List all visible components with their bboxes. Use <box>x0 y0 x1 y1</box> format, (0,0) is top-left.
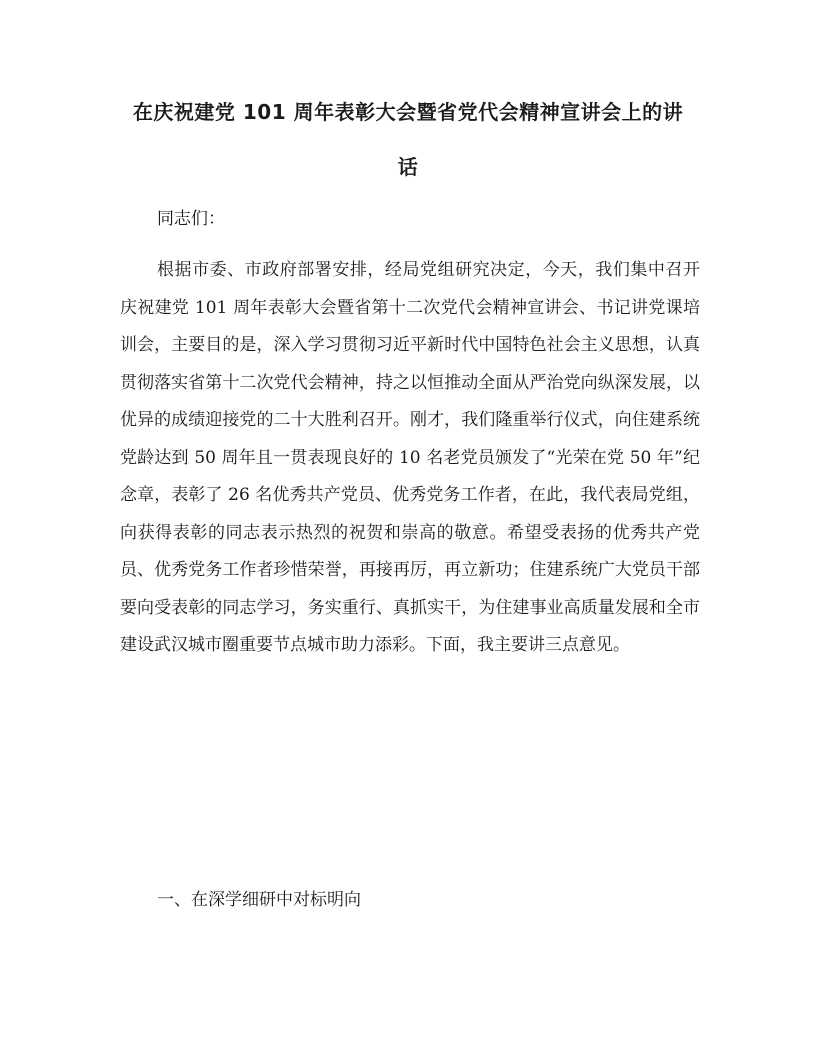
document-title-line-1: 在庆祝建党 101 周年表彰大会暨省党代会精神宣讲会上的讲 <box>132 100 684 124</box>
document-title-line-2: 话 <box>397 155 419 179</box>
greeting: 同志们： <box>157 209 225 229</box>
body-paragraph-1: 根据市委、市政府部署安排，经局党组研究决定，今天，我们集中召开庆祝建党 101 周年表彰大会暨省第十二次党代会精神宣讲会、书记讲党课培训会，主要目的是，深入学习贯彻习近平新时代中国特色社会主义思想，认真贯彻落实省第十二次党代会精神，持之以恒推动全面从严治党向纵深发展，以优异的成绩迎接党的二十大胜利召开。刚才，我们隆重举行仪式，向住建系统党龄达到 50 周年且一贯表现良好的 10 名老党员颁发了“光荣在党 50 年”纪念章，表彰了 26 名优秀共产党员、优秀党务工作者，在此，我代表局党组，向获得表彰的同志表示热烈的祝贺和崇高的敬意。希望受表扬的优秀共产党员、优秀党务工作者珍惜荣誉，再接再厉，再立新功；住建系统广大党员干部要向受表彰的同志学习，务实重行、真抓实干，为住建事业高质量发展和全市建设武汉城市圈重要节点城市助力添彩。下面，我主要讲三点意见。 <box>120 260 700 655</box>
section-heading-1: 一、在深学细研中对标明向 <box>157 890 361 910</box>
